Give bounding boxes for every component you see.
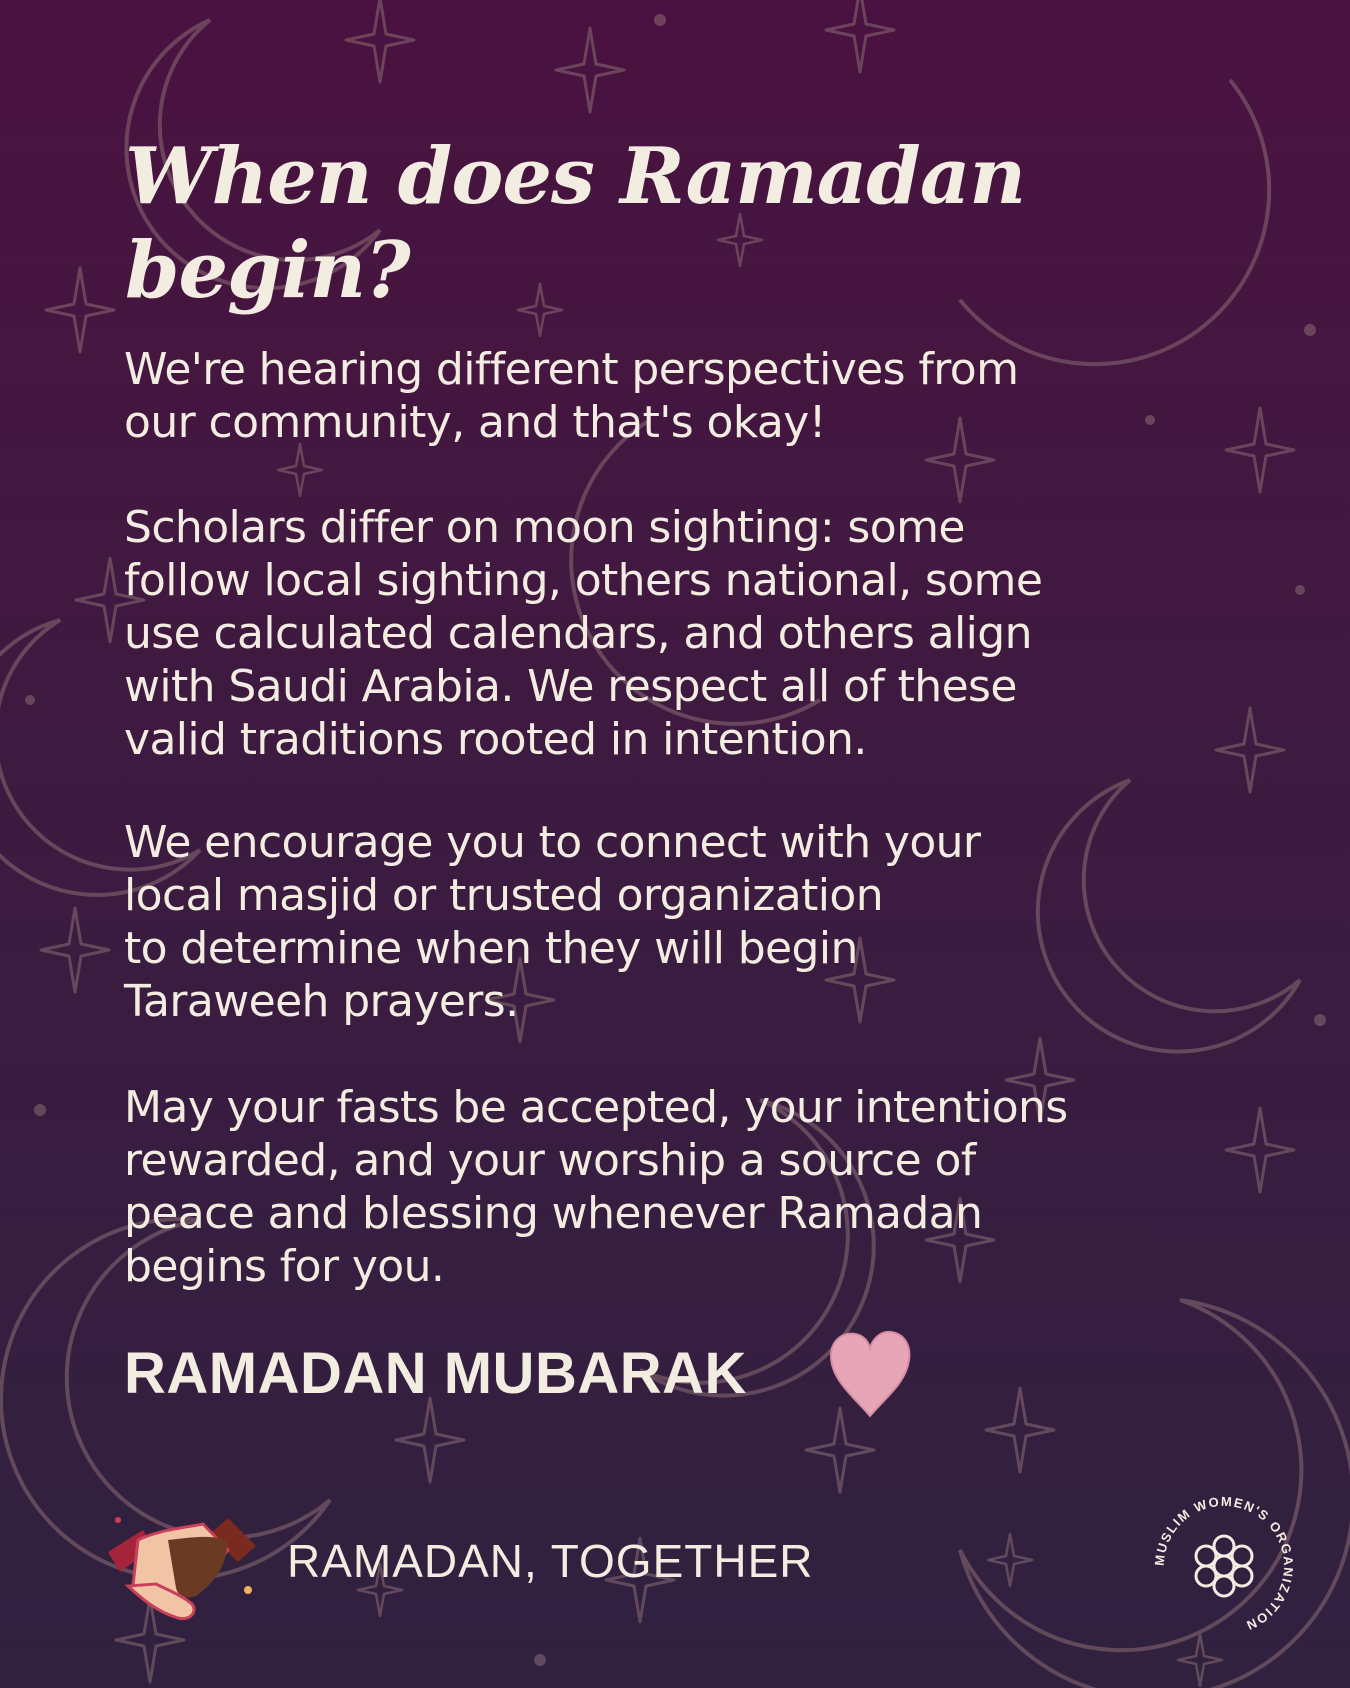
- paragraph-perspectives: We're hearing different perspectives from our community, and that's okay!: [124, 344, 1019, 448]
- paragraph-moon-sighting: Scholars differ on moon sighting: some follow local sighting, others national, some use calculated calendars, and others align with Saudi Arabia. We respect all of these valid traditions rooted in intention.: [124, 502, 1043, 765]
- handshake-icon: [98, 1500, 263, 1628]
- logo-text: MUSLIM WOMEN'S ORGANIZATION: [1151, 1493, 1297, 1634]
- page-title: When does Ramadan begin?: [125, 131, 1026, 316]
- heart-icon: [825, 1328, 915, 1420]
- tagline: RAMADAN, TOGETHER: [287, 1535, 814, 1587]
- svg-text:MUSLIM WOMEN'S ORGANIZATION: [1152, 1494, 1296, 1634]
- ramadan-mubarak-heading: RAMADAN MUBARAK: [124, 1341, 747, 1406]
- paragraph-blessing: May your fasts be accepted, your intentions rewarded, and your worship a source of peace and blessing whenever Ramadan begins for you.: [124, 1082, 1068, 1292]
- paragraph-connect-masjid: We encourage you to connect with your local masjid or trusted organization to determine when they will begin Taraweeh prayers.: [124, 817, 981, 1027]
- organization-logo: [1148, 1490, 1300, 1642]
